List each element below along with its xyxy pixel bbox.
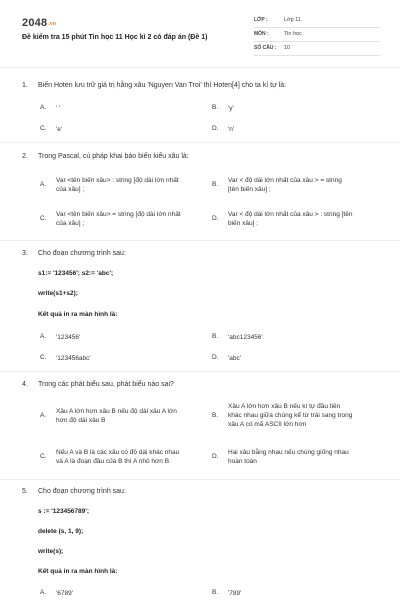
option-text-line: [tên biến xâu] ; xyxy=(228,186,271,193)
option-text-line: Var < độ dài lớn nhất của xâu > : string [tên xyxy=(228,211,353,218)
meta-value: Tin học xyxy=(284,31,302,37)
option-label: B. xyxy=(212,104,219,111)
option-text xyxy=(228,210,352,228)
option-label: C. xyxy=(40,125,47,132)
option-label: B. xyxy=(212,181,219,188)
option-label: D. xyxy=(212,354,219,361)
question-number: 5. xyxy=(22,488,28,495)
option-text-line: biến xâu] ; xyxy=(228,220,258,227)
site-logo[interactable] xyxy=(22,17,56,29)
option-text-line: Hai xâu bằng nhau nếu chúng giống nhau xyxy=(228,449,349,456)
option-text-line: khác nhau giữa chúng kể từ trái sang trong xyxy=(228,412,353,419)
meta-value: 10 xyxy=(284,45,291,51)
meta-key: SỐ CÂU : xyxy=(254,45,277,51)
option-text: '6789' xyxy=(56,590,73,597)
question-divider xyxy=(0,371,400,372)
option-label: C. xyxy=(40,215,47,222)
option-text xyxy=(228,402,352,429)
meta-value: Lớp 11 xyxy=(284,17,301,23)
question-divider xyxy=(0,240,400,241)
meta-key: MÔN : xyxy=(254,31,269,37)
meta-row-subject xyxy=(254,30,380,42)
code-line: write(s); xyxy=(38,548,64,555)
option-text-line: Nếu A và B là các xâu có độ dài khác nhau xyxy=(56,449,180,456)
option-text: '123456' xyxy=(56,334,81,341)
header-divider xyxy=(0,67,400,68)
option-text xyxy=(228,448,349,466)
option-text-line: hơn độ dài xâu B xyxy=(56,417,106,424)
option-text: '123456abc' xyxy=(56,355,91,362)
question-text: Trong các phát biểu sau, phát biểu nào sai? xyxy=(38,381,174,388)
option-label: A. xyxy=(40,589,47,596)
page-title: Đề kiểm tra 15 phút Tin học 11 Học kì 2 có đáp án (Đề 1) xyxy=(22,34,208,41)
option-label: A. xyxy=(40,412,47,419)
option-text-line: hoàn toàn xyxy=(228,458,257,465)
option-text: 'e' xyxy=(56,126,63,133)
option-text-line: Var <tên biến xâu> : string [độ dài lớn nhất xyxy=(56,177,179,184)
question-text: Biến Hoten lưu trữ giá trị hằng xâu 'Nguyen Van Troi' thì Hoten[4] cho ta kí tự là: xyxy=(38,82,287,89)
option-label: D. xyxy=(212,453,219,460)
option-text-line: Xâu A lớn hơn xâu B nếu kí tự đầu tiên xyxy=(228,403,341,410)
option-label: A. xyxy=(40,104,47,111)
option-label: B. xyxy=(212,589,219,596)
option-text-line: Xâu A lớn hơn xâu B nếu độ dài xâu A lớn xyxy=(56,408,177,415)
option-text-line: xâu A có mã ASCII lớn hơn xyxy=(228,421,307,428)
code-line: s1:= '123456'; s2:= 'abc'; xyxy=(38,270,114,277)
option-text-line: và A là đoạn đầu của B thì A nhỏ hơn B xyxy=(56,458,170,465)
option-label: A. xyxy=(40,333,47,340)
option-text: 'n' xyxy=(228,126,235,133)
option-label: B. xyxy=(212,333,219,340)
code-line: s := '123456789'; xyxy=(38,508,89,515)
option-text xyxy=(56,176,179,194)
logo-text: 2048 xyxy=(22,17,48,29)
option-text xyxy=(56,407,177,425)
option-text: 'abc' xyxy=(228,355,241,362)
meta-row-count xyxy=(254,44,380,56)
question-text: Cho đoạn chương trình sau: xyxy=(38,488,126,495)
option-text-line: Var < độ dài lớn nhất của xâu > = string xyxy=(228,177,342,184)
option-label: B. xyxy=(212,412,219,419)
question-text: Trong Pascal, cú pháp khai báo biến kiểu xâu là: xyxy=(38,153,189,160)
code-line: Kết quả in ra màn hình là: xyxy=(38,311,118,318)
meta-key: LỚP : xyxy=(254,17,268,23)
option-text-line: của xâu] ; xyxy=(56,220,85,227)
option-label: C. xyxy=(40,354,47,361)
option-text xyxy=(228,176,342,194)
question-text: Cho đoạn chương trình sau: xyxy=(38,250,126,257)
question-number: 2. xyxy=(22,153,28,160)
logo-suffix: .vn xyxy=(48,21,57,27)
option-text xyxy=(56,210,181,228)
option-text: 'y' xyxy=(228,105,234,112)
code-line: Kết quả in ra màn hình là: xyxy=(38,568,118,575)
option-text-line: của xâu] ; xyxy=(56,186,85,193)
code-line: delete (s, 1, 9); xyxy=(38,528,84,535)
question-number: 3. xyxy=(22,250,28,257)
option-text xyxy=(56,448,179,466)
option-text: ' ' xyxy=(56,105,61,112)
option-label: D. xyxy=(212,125,219,132)
option-text: 'abc123456' xyxy=(228,334,263,341)
question-divider xyxy=(0,142,400,143)
question-number: 4. xyxy=(22,381,28,388)
option-text: '789' xyxy=(228,590,242,597)
code-line: write(s1+s2); xyxy=(38,290,78,297)
option-label: C. xyxy=(40,453,47,460)
question-divider xyxy=(0,479,400,480)
question-number: 1. xyxy=(22,82,28,89)
option-label: D. xyxy=(212,215,219,222)
option-label: A. xyxy=(40,181,47,188)
option-text-line: Var <tên biến xâu> = string [độ dài lớn nhất xyxy=(56,211,181,218)
meta-row-class xyxy=(254,16,380,28)
page-header xyxy=(0,0,400,60)
